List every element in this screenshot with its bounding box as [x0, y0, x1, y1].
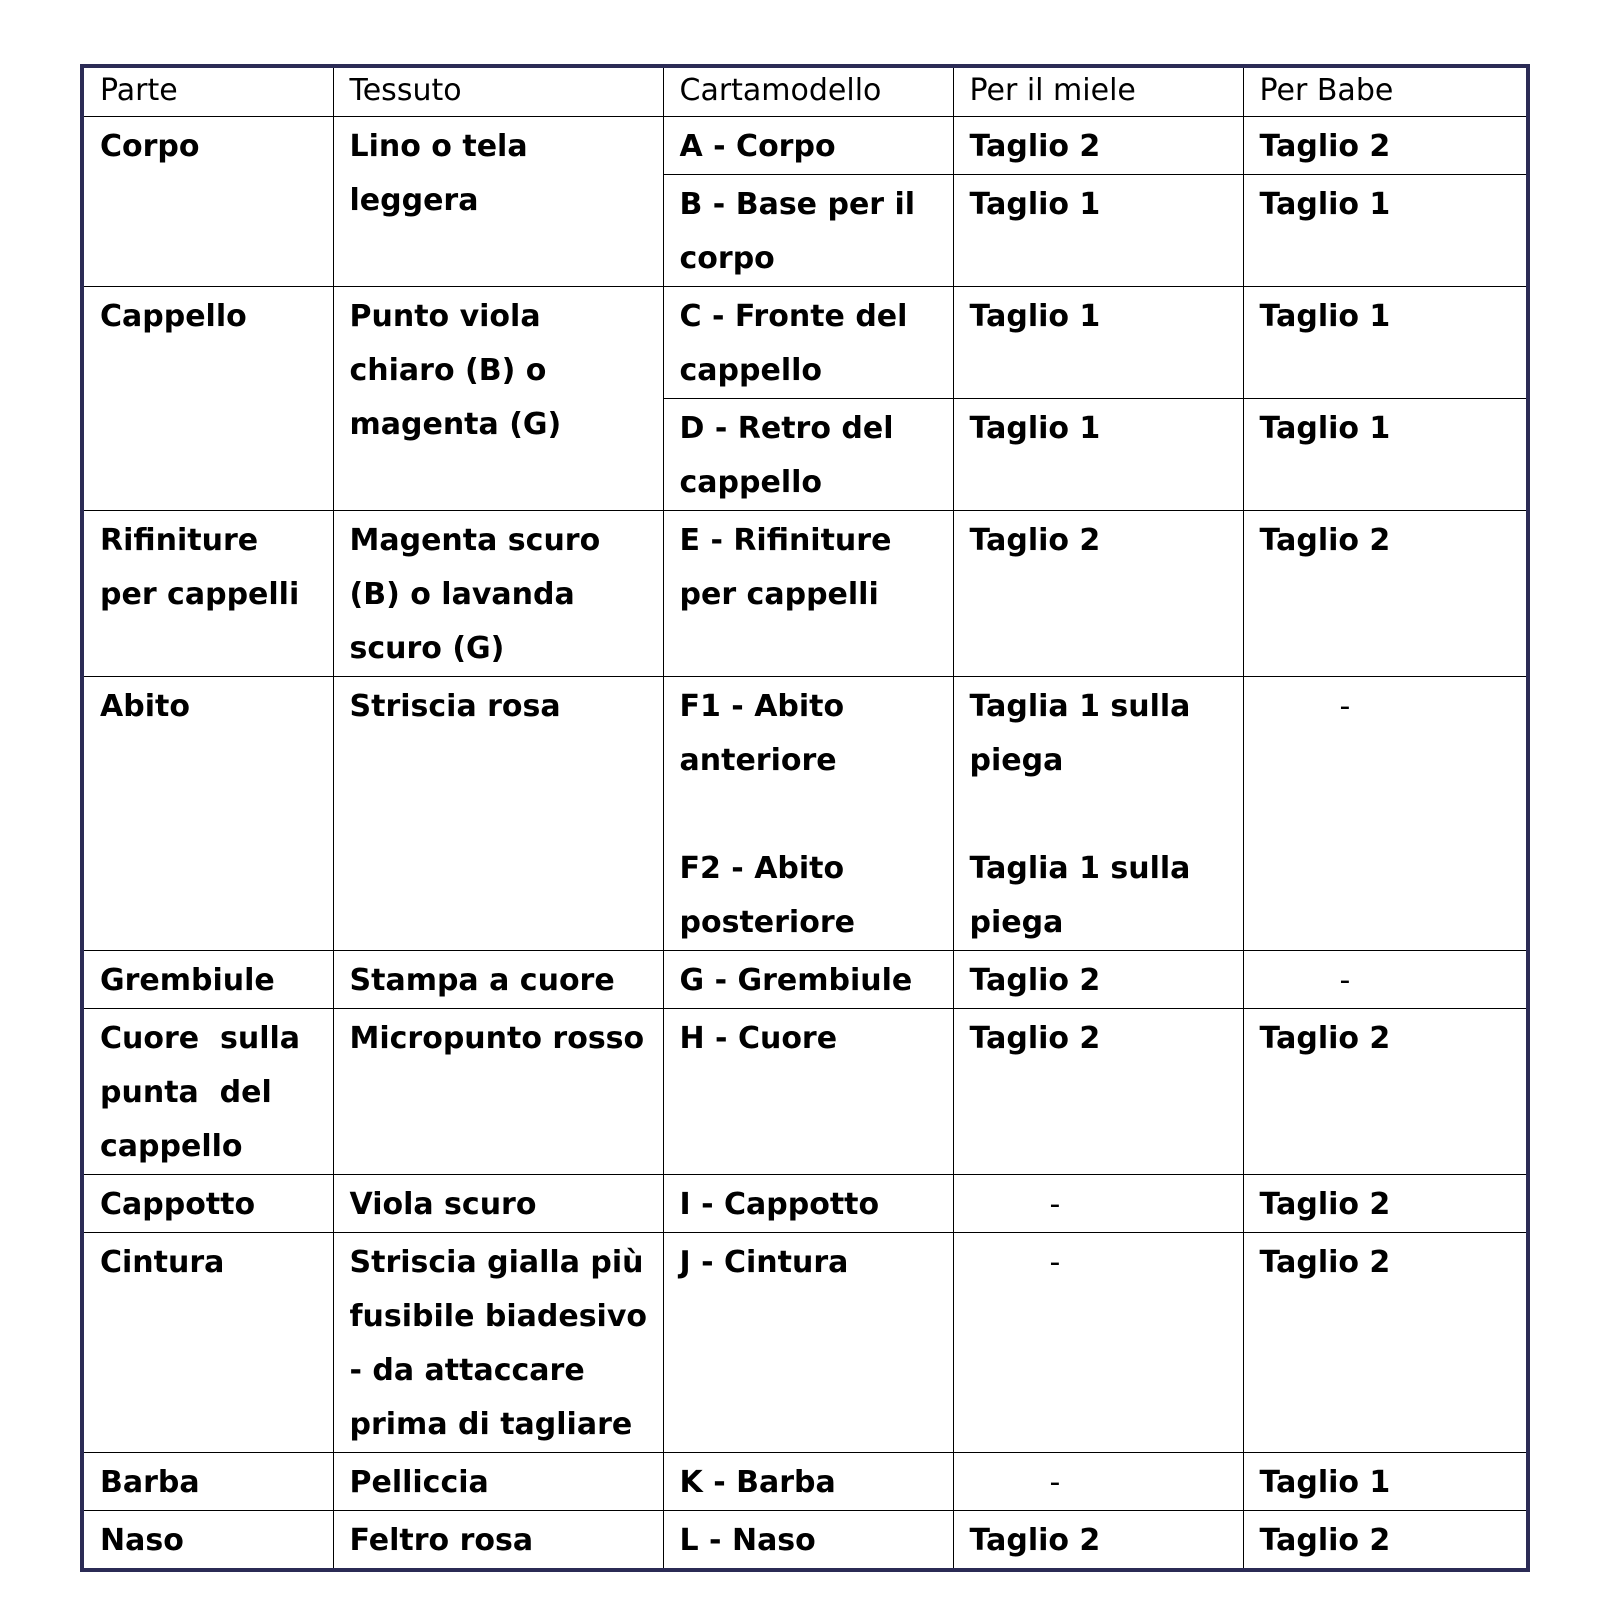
cell-tessuto: Micropunto rosso	[333, 1009, 663, 1175]
dash-value: -	[1049, 1187, 1061, 1222]
cell-miele: Taglio 1	[953, 287, 1243, 399]
cell-parte: Cintura	[84, 1233, 333, 1453]
cell-babe: Taglio 2	[1243, 117, 1526, 175]
cell-babe	[1243, 951, 1526, 1009]
cell-cartamodello: G - Grembiule	[663, 951, 953, 1009]
cell-miele	[953, 1175, 1243, 1233]
cell-miele	[953, 1453, 1243, 1511]
cell-parte: Rifiniture per cappelli	[84, 511, 333, 677]
cell-tessuto: Magenta scuro (B) o lavanda scuro (G)	[333, 511, 663, 677]
dash-value: -	[1049, 1245, 1061, 1280]
dash-value: -	[1049, 1465, 1061, 1500]
header-tessuto: Tessuto	[333, 68, 663, 117]
header-per-babe: Per Babe	[1243, 68, 1526, 117]
header-per-miele: Per il miele	[953, 68, 1243, 117]
table-row	[84, 677, 1526, 951]
cell-tessuto: Viola scuro	[333, 1175, 663, 1233]
table-row	[84, 1233, 1526, 1453]
cartamodello-f2: F2 - Abito posteriore	[679, 851, 855, 940]
table-row	[84, 1453, 1526, 1511]
table-row	[84, 951, 1526, 1009]
cell-tessuto: Striscia gialla più fusibile biadesivo - da attaccare prima di tagliare	[333, 1233, 663, 1453]
cell-parte: Grembiule	[84, 951, 333, 1009]
dash-value: -	[1339, 689, 1351, 724]
cell-babe: Taglio 2	[1243, 1009, 1526, 1175]
table-row	[84, 1175, 1526, 1233]
cell-parte: Cappotto	[84, 1175, 333, 1233]
cell-babe: Taglio 2	[1243, 511, 1526, 677]
cell-parte: Abito	[84, 677, 333, 951]
cell-cartamodello: C - Fronte del cappello	[663, 287, 953, 399]
cell-cartamodello: A - Corpo	[663, 117, 953, 175]
cell-miele: Taglio 1	[953, 399, 1243, 511]
cell-parte: Barba	[84, 1453, 333, 1511]
cell-tessuto: Feltro rosa	[333, 1511, 663, 1569]
header-parte: Parte	[84, 68, 333, 117]
cell-cartamodello: H - Cuore	[663, 1009, 953, 1175]
header-row	[84, 68, 1526, 117]
materials-table	[84, 68, 1526, 1568]
spacer	[970, 788, 1231, 842]
cell-babe: Taglio 2	[1243, 1233, 1526, 1453]
cell-parte: Corpo	[84, 117, 333, 287]
cell-tessuto: Lino o tela leggera	[333, 117, 663, 287]
materials-table-container	[80, 64, 1530, 1572]
table-row	[84, 287, 1526, 399]
cell-miele	[953, 1233, 1243, 1453]
cell-cartamodello: J - Cintura	[663, 1233, 953, 1453]
cell-cartamodello: I - Cappotto	[663, 1175, 953, 1233]
cell-tessuto: Pelliccia	[333, 1453, 663, 1511]
cell-babe: Taglio 1	[1243, 399, 1526, 511]
cell-cartamodello: K - Barba	[663, 1453, 953, 1511]
cell-cartamodello: E - Rifiniture per cappelli	[663, 511, 953, 677]
cell-parte: Naso	[84, 1511, 333, 1569]
cell-miele: Taglio 2	[953, 951, 1243, 1009]
table-row	[84, 117, 1526, 175]
cell-cartamodello: B - Base per il corpo	[663, 175, 953, 287]
header-cartamodello: Cartamodello	[663, 68, 953, 117]
cell-cartamodello: D - Retro del cappello	[663, 399, 953, 511]
cell-babe: Taglio 2	[1243, 1511, 1526, 1569]
cartamodello-f1: F1 - Abito anteriore	[679, 689, 845, 778]
table-row	[84, 1511, 1526, 1569]
miele-f1: Taglia 1 sulla piega	[969, 689, 1191, 778]
cell-miele: Taglio 2	[953, 1511, 1243, 1569]
cell-babe: Taglio 1	[1243, 287, 1526, 399]
cell-cartamodello	[663, 677, 953, 951]
cell-babe: Taglio 1	[1243, 175, 1526, 287]
cell-tessuto: Punto viola chiaro (B) o magenta (G)	[333, 287, 663, 511]
miele-f2: Taglia 1 sulla piega	[969, 851, 1191, 940]
cell-miele: Taglio 2	[953, 117, 1243, 175]
cell-babe: Taglio 1	[1243, 1453, 1526, 1511]
cell-parte: Cuore sulla punta del cappello	[84, 1009, 333, 1175]
cell-babe	[1243, 677, 1526, 951]
cell-miele	[953, 677, 1243, 951]
table-row	[84, 511, 1526, 677]
table-row	[84, 1009, 1526, 1175]
cell-tessuto: Striscia rosa	[333, 677, 663, 951]
cell-miele: Taglio 1	[953, 175, 1243, 287]
cell-miele: Taglio 2	[953, 1009, 1243, 1175]
cell-babe: Taglio 2	[1243, 1175, 1526, 1233]
cell-cartamodello: L - Naso	[663, 1511, 953, 1569]
cell-parte: Cappello	[84, 287, 333, 511]
dash-value: -	[1339, 963, 1351, 998]
cell-tessuto: Stampa a cuore	[333, 951, 663, 1009]
cell-miele: Taglio 2	[953, 511, 1243, 677]
spacer	[680, 788, 941, 842]
